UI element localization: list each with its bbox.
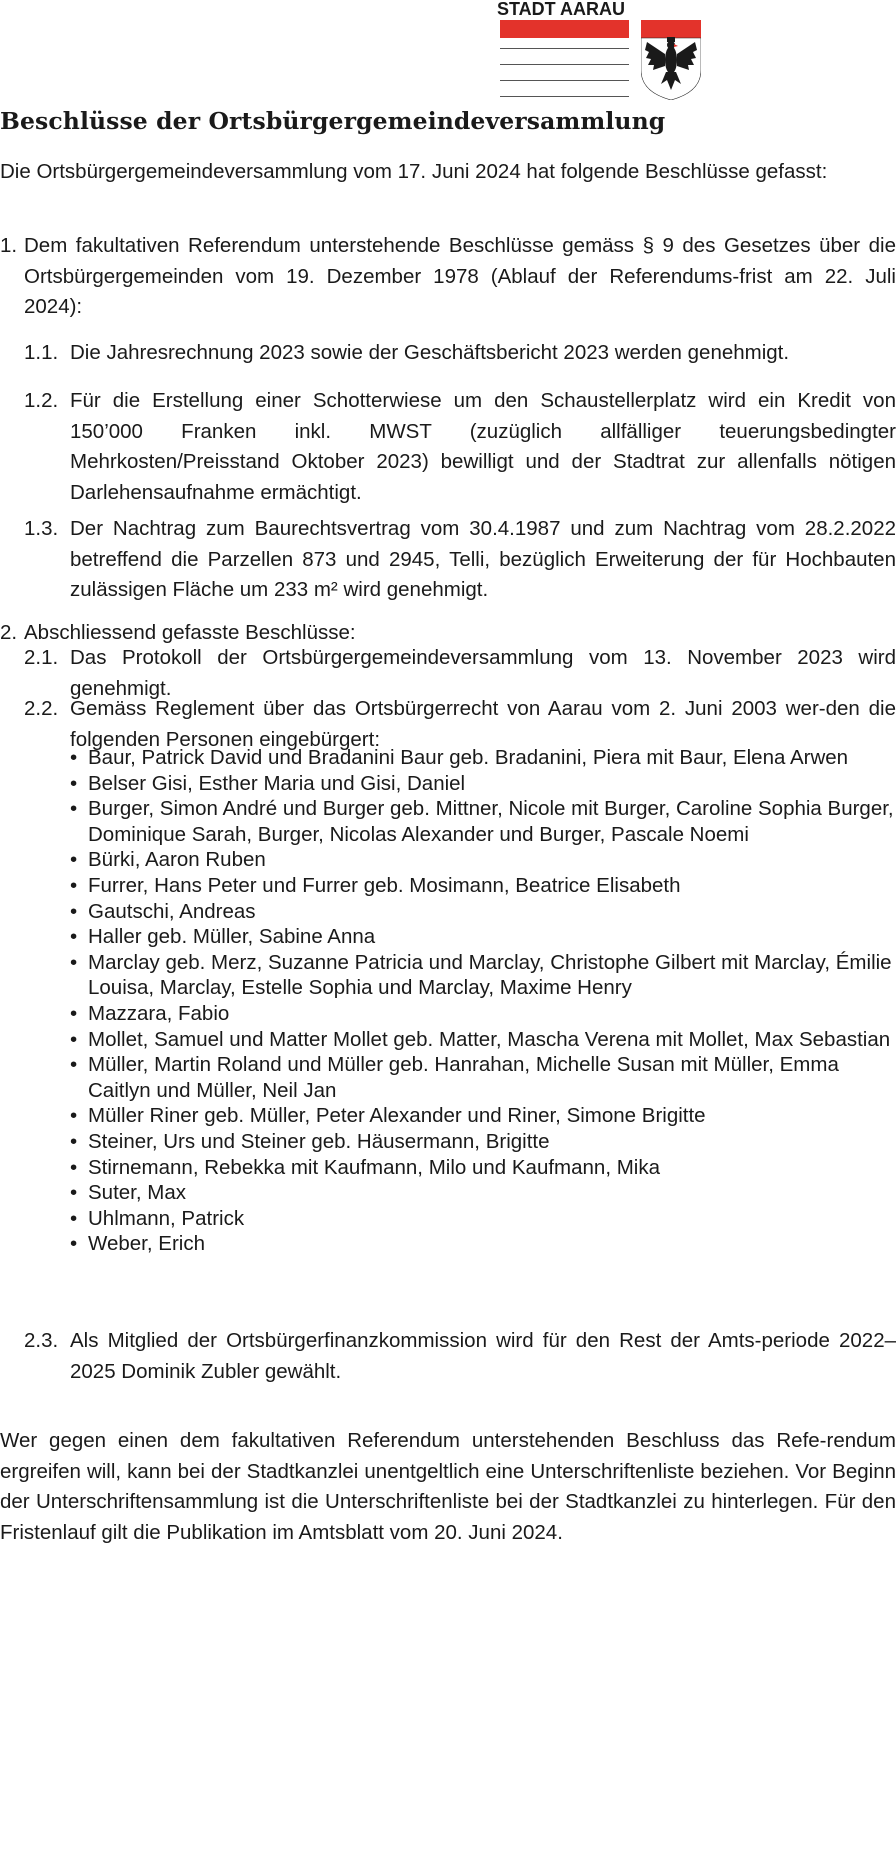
list-item: [70, 873, 896, 899]
bullet-icon: •: [70, 1027, 78, 1051]
person-name: Baur, Patrick David und Bradanini Baur geb. Bradanini, Piera mit Baur, Elena Arwen: [88, 746, 849, 769]
list-item: [70, 1129, 896, 1155]
item-text: Der Nachtrag zum Baurechtsvertrag vom 30.4.1987 und zum Nachtrag vom 28.2.2022 betreffend die Parzellen 873 und 2945, Telli, bezüglich Erweiterung der für Hochbauten zulässigen Fläche um 233 m² wird genehmigt.: [70, 517, 896, 601]
person-name: Suter, Max: [88, 1181, 186, 1205]
list-item: [70, 1155, 896, 1181]
item-text: Gemäss Reglement über das Ortsbürgerrecht von Aarau vom 2. Juni 2003 wer-den die folgenden Personen eingebürgert:: [70, 697, 896, 751]
section-number: 1.: [0, 234, 18, 257]
logo-wordmark: STADT AARAU: [497, 0, 625, 19]
section-number: 2.: [0, 621, 18, 644]
list-item: [70, 1103, 896, 1129]
section-text: Abschliessend gefasste Beschlüsse:: [24, 621, 356, 644]
item-text: Für die Erstellung einer Schotterwiese um den Schaustellerplatz wird ein Kredit von 150’000 Franken inkl. MWST (zuzüglich allfälliger teuerungsbedingter Mehrkosten/Preisstand Oktober 2023) bewilligt und der Stadtrat zur allenfalls nötigen Darlehensaufnahme ermächtigt.: [70, 389, 896, 504]
list-item: [70, 771, 896, 797]
item-number: 1.2.: [24, 389, 59, 412]
list-item: [70, 847, 896, 873]
person-name: Mollet, Samuel und Matter Mollet geb. Matter, Mascha Verena mit Mollet, Max Sebastian: [88, 1027, 891, 1051]
section-text: Dem fakultativen Referendum unterstehende Beschlüsse gemäss § 9 des Gesetzes über die Ortsbürgergemeinden vom 19. Dezember 1978 (Ablauf der Referendums-frist am 22. Juli 2024):: [24, 234, 896, 318]
eagle-crest-icon: [641, 20, 701, 100]
page-title: Beschlüsse der Ortsbürgergemeindeversammlung: [0, 107, 666, 135]
bullet-icon: •: [70, 873, 78, 897]
bullet-icon: •: [70, 1001, 78, 1025]
logo-red-bar: [500, 20, 629, 38]
bullet-icon: •: [70, 1104, 78, 1128]
item-text: Das Protokoll der Ortsbürgergemeindeversammlung vom 13. November 2023 wird genehmigt.: [70, 646, 896, 700]
item-text: Die Jahresrechnung 2023 sowie der Geschäftsbericht 2023 werden genehmigt.: [70, 341, 790, 364]
list-item: [70, 1001, 896, 1027]
bullet-icon: •: [70, 1206, 78, 1230]
item-number: 2.2.: [24, 697, 59, 720]
naturalized-persons-list: [70, 745, 896, 1257]
logo-divider-line: [500, 96, 629, 97]
person-name: Haller geb. Müller, Sabine Anna: [88, 925, 376, 949]
bullet-icon: •: [70, 1129, 78, 1153]
person-name: Marclay geb. Merz, Suzanne Patricia und Marclay, Christophe Gilbert mit Marclay, Émilie Louisa, Marclay, Estelle Sophia und Marclay, Maxime Henry: [88, 950, 892, 1000]
list-item: [70, 745, 896, 771]
bullet-icon: •: [70, 1232, 78, 1256]
list-item: [70, 796, 896, 847]
list-item: [70, 1206, 896, 1232]
list-item: [70, 1180, 896, 1206]
logo-divider-line: [500, 48, 629, 49]
logo-divider-line: [500, 80, 629, 81]
list-item: [70, 1027, 896, 1053]
logo-divider-line: [500, 64, 629, 65]
person-name: Stirnemann, Rebekka mit Kaufmann, Milo und Kaufmann, Mika: [88, 1155, 660, 1179]
person-name: Weber, Erich: [88, 1232, 205, 1256]
person-name: Burger, Simon André und Burger geb. Mittner, Nicole mit Burger, Caroline Sophia Burger, Dominique Sarah, Burger, Nicolas Alexander und Burger, Pascale Noemi: [88, 797, 894, 846]
bullet-icon: •: [70, 746, 78, 769]
closing-paragraph: Wer gegen einen dem fakultativen Referendum unterstehenden Beschluss das Refe-rendum ergreifen will, kann bei der Stadtkanzlei unentgeltlich eine Unterschriftenliste beziehen. Vor Beginn der Unterschriftensammlung ist die Unterschriftenliste bei der Stadtkanzlei zu hinterlegen. Für den Fristenlauf gilt die Publikation im Amtsblatt vom 20. Juni 2024.: [0, 1429, 896, 1544]
bullet-icon: •: [70, 950, 78, 974]
person-name: Steiner, Urs und Steiner geb. Häusermann, Brigitte: [88, 1129, 550, 1153]
person-name: Müller, Martin Roland und Müller geb. Hanrahan, Michelle Susan mit Müller, Emma Caitlyn und Müller, Neil Jan: [88, 1053, 839, 1102]
item-text: Als Mitglied der Ortsbürgerfinanzkommission wird für den Rest der Amts-periode 2022–2025 Dominik Zubler gewählt.: [70, 1329, 896, 1383]
bullet-icon: •: [70, 1155, 78, 1179]
person-name: Bürki, Aaron Ruben: [88, 848, 266, 872]
person-name: Furrer, Hans Peter und Furrer geb. Mosimann, Beatrice Elisabeth: [88, 873, 681, 897]
person-name: Uhlmann, Patrick: [88, 1206, 245, 1230]
bullet-icon: •: [70, 848, 78, 872]
bullet-icon: •: [70, 899, 78, 923]
bullet-icon: •: [70, 797, 78, 821]
bullet-icon: •: [70, 1181, 78, 1205]
bullet-icon: •: [70, 1053, 78, 1077]
list-item: [70, 899, 896, 925]
bullet-icon: •: [70, 925, 78, 949]
list-item: [70, 1231, 896, 1257]
list-item: [70, 1052, 896, 1103]
person-name: Gautschi, Andreas: [88, 899, 256, 923]
item-number: 1.1.: [24, 341, 59, 364]
intro-paragraph: Die Ortsbürgergemeindeversammlung vom 17. Juni 2024 hat folgende Beschlüsse gefasst:: [0, 160, 828, 183]
item-number: 2.1.: [24, 646, 59, 669]
list-item: [70, 924, 896, 950]
bullet-icon: •: [70, 771, 78, 795]
item-number: 2.3.: [24, 1329, 59, 1352]
item-number: 1.3.: [24, 517, 59, 540]
person-name: Belser Gisi, Esther Maria und Gisi, Daniel: [88, 771, 466, 795]
person-name: Müller Riner geb. Müller, Peter Alexander und Riner, Simone Brigitte: [88, 1104, 706, 1128]
person-name: Mazzara, Fabio: [88, 1001, 230, 1025]
stadt-aarau-logo: [497, 0, 703, 100]
list-item: [70, 950, 896, 1001]
